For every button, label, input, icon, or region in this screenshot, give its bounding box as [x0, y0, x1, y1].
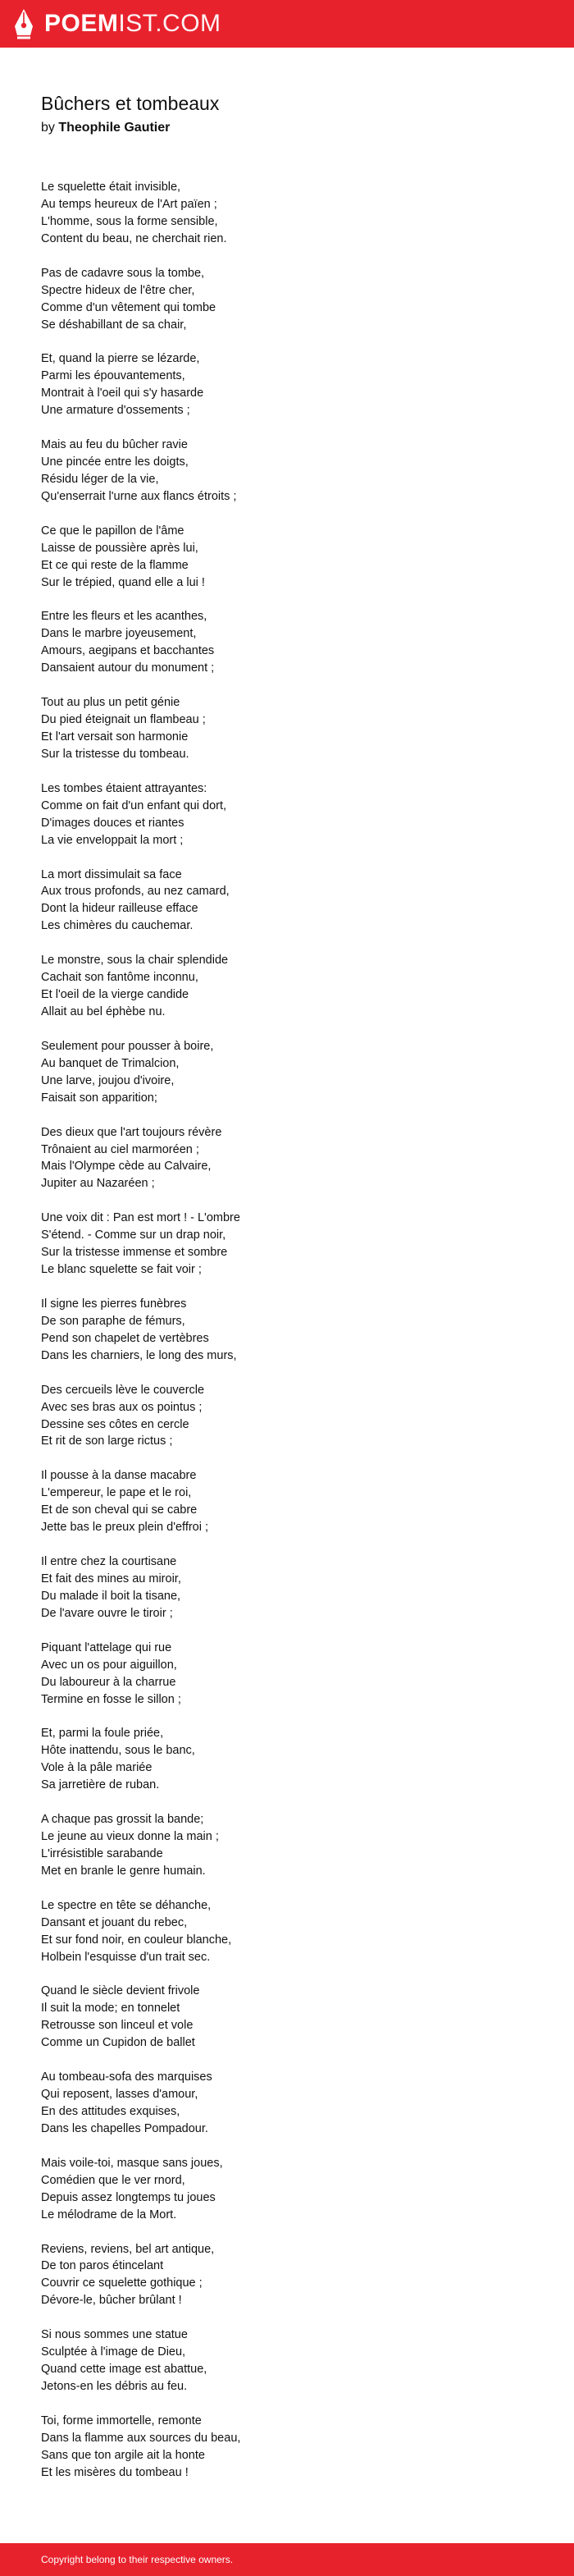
stanza	[41, 1038, 549, 1107]
poem-line: Le spectre en tête se déhanche,	[41, 1898, 212, 1912]
poem-line: Il entre chez la courtisane	[41, 1555, 177, 1568]
poem-line: Reviens, reviens, bel art antique,	[41, 2242, 215, 2256]
stanza	[41, 350, 549, 419]
poem-line: Sa jarretière de ruban.	[41, 1778, 160, 1792]
stanza	[41, 2241, 549, 2310]
footer-bar	[0, 2543, 574, 2576]
poem-byline	[41, 120, 170, 136]
poem-line: Une armature d'ossements ;	[41, 404, 190, 418]
poem-line: Qui reposent, lasses d'amour,	[41, 2088, 198, 2102]
site-logo-link[interactable]	[13, 8, 221, 39]
poem-line: D'images douces et riantes	[41, 816, 184, 830]
poem-line: L'irrésistible sarabande	[41, 1846, 163, 1860]
poem-line: Dont la hideur railleuse efface	[41, 902, 198, 916]
poem-line: Holbein l'esquisse d'un trait sec.	[41, 1950, 211, 1964]
poem-line: Qu'enserrait l'urne aux flancs étroits ;	[41, 489, 237, 503]
poem-line: Une voix dit : Pan est mort ! - L'ombre	[41, 1211, 240, 1225]
poem-line: De l'avare ouvre le tiroir ;	[41, 1606, 173, 1620]
stanza	[41, 1811, 549, 1880]
stanza	[41, 608, 549, 677]
poem-line: Les chimères du cauchemar.	[41, 919, 194, 933]
poem-line: La vie enveloppait la mort ;	[41, 833, 184, 847]
poem-line: Entre les fleurs et les acanthes,	[41, 610, 207, 624]
stanza	[41, 265, 549, 334]
poem-line: Du malade il boit la tisane,	[41, 1589, 181, 1603]
poem-line: Termine en fosse le sillon ;	[41, 1692, 181, 1706]
poem-line: Se déshabillant de sa chair,	[41, 318, 187, 332]
poem-line: Montrait à l'oeil qui s'y hasarde	[41, 387, 204, 400]
author-link[interactable]: Theophile Gautier	[58, 121, 171, 135]
poem-line: Et l'oeil de la vierge candide	[41, 988, 189, 1002]
poem-line: Comme un Cupidon de ballet	[41, 2036, 195, 2050]
poem-line: Faisait son apparition;	[41, 1091, 157, 1105]
poem-line: Comédien que le ver rnord,	[41, 2173, 185, 2187]
poem-line: L'empereur, le pape et le roi,	[41, 1486, 192, 1500]
poem-line: Dans les chapelles Pompadour.	[41, 2121, 208, 2135]
poem-line: Laisse de poussière après lui,	[41, 541, 198, 555]
poem-line: Le squelette était invisible,	[41, 181, 181, 194]
poem-title: Bûchers et tombeaux	[41, 93, 220, 114]
poem-line: Comme d'un vêtement qui tombe	[41, 300, 216, 314]
poem-line: Spectre hideux de l'être cher,	[41, 283, 195, 297]
poem-line: Sans que ton argile ait la honte	[41, 2448, 205, 2462]
poem-line: Du pied éteignait un flambeau ;	[41, 713, 206, 727]
poem-line: Comme on fait d'un enfant qui dort,	[41, 798, 227, 812]
poem-line: Trônaient au ciel marmoréen ;	[41, 1142, 199, 1156]
poem-line: Jetons-en les débris au feu.	[41, 2380, 188, 2393]
top-bar	[0, 0, 574, 48]
poem-line: De ton paros étincelant	[41, 2259, 164, 2273]
poem-line: Dans la flamme aux sources du beau,	[41, 2431, 241, 2445]
poem-line: Parmi les épouvantements,	[41, 369, 185, 383]
poem-line: Le blanc squelette se fait voir ;	[41, 1263, 202, 1277]
poem-line: Il signe les pierres funèbres	[41, 1297, 187, 1311]
poem-line: Et l'art versait son harmonie	[41, 730, 189, 744]
poem-line: Content du beau, ne cherchait rien.	[41, 231, 227, 245]
poem-line: Quand cette image est abattue,	[41, 2363, 207, 2377]
stanza	[41, 1725, 549, 1794]
poem-line: Met en branle le genre humain.	[41, 1864, 206, 1878]
site-logo-text: POEMIST.COM	[44, 10, 221, 37]
poem-line: Mais voile-toi, masque sans joues,	[41, 2156, 223, 2170]
poem-line: Et, quand la pierre se lézarde,	[41, 352, 200, 366]
copyright-notice: Copyright belong to their respective owners.	[41, 2554, 234, 2565]
poem-line: L'homme, sous la forme sensible,	[41, 214, 218, 228]
poem-line: Tout au plus un petit génie	[41, 696, 180, 710]
stanza	[41, 2069, 549, 2138]
stanza	[41, 1553, 549, 1622]
stanza	[41, 1897, 549, 1966]
poem-line: Sur le trépied, quand elle a lui !	[41, 575, 205, 589]
poem-line: Au temps heureux de l'Art païen ;	[41, 197, 217, 211]
poem-line: Ce que le papillon de l'âme	[41, 524, 184, 538]
poem-line: Dans le marbre joyeusement,	[41, 627, 197, 641]
poem-line: Sur la tristesse immense et sombre	[41, 1246, 228, 1260]
stanza	[41, 1467, 549, 1536]
poem-line: Et, parmi la foule priée,	[41, 1727, 164, 1741]
poem-line: Les tombes étaient attrayantes:	[41, 781, 207, 795]
stanza	[41, 2155, 549, 2224]
poem-line: Dansant et jouant du rebec,	[41, 1915, 188, 1929]
poem-line: Mais au feu du bûcher ravie	[41, 438, 188, 452]
poem-line: Dansaient autour du monument ;	[41, 661, 215, 675]
stanza	[41, 1296, 549, 1365]
poem-line: Et de son cheval qui se cabre	[41, 1503, 198, 1517]
stanza	[41, 952, 549, 1021]
stanza	[41, 1983, 549, 2052]
poem-line: Allait au bel éphèbe nu.	[41, 1005, 166, 1018]
poem-line: Couvrir ce squelette gothique ;	[41, 2276, 203, 2290]
stanza	[41, 2327, 549, 2395]
poem-line: Le mélodrame de la Mort.	[41, 2208, 177, 2221]
poem-line: S'étend. - Comme sur un drap noir,	[41, 1229, 226, 1242]
stanza	[41, 437, 549, 506]
poem-line: A chaque pas grossit la bande;	[41, 1813, 204, 1827]
poem-line: Sculptée à l'image de Dieu,	[41, 2345, 186, 2359]
poem-line: Au tombeau-sofa des marquises	[41, 2070, 212, 2084]
by-label: by	[41, 121, 55, 135]
poem-line: Piquant l'attelage qui rue	[41, 1640, 172, 1654]
stanza	[41, 867, 549, 936]
poem-line: Des cercueils lève le couvercle	[41, 1383, 205, 1397]
poem-line: Dans les charniers, le long des murs,	[41, 1348, 237, 1362]
poem-line: Pend son chapelet de vertèbres	[41, 1331, 209, 1345]
stanza	[41, 179, 549, 248]
stanza	[41, 694, 549, 763]
poem-line: Avec ses bras aux os pointus ;	[41, 1400, 203, 1414]
poem-line: Et rit de son large rictus ;	[41, 1434, 173, 1448]
stanza	[41, 1124, 549, 1193]
poem-line: Sur la tristesse du tombeau.	[41, 747, 189, 761]
poem-line: Il pousse à la danse macabre	[41, 1469, 197, 1483]
poem-line: Mais l'Olympe cède au Calvaire,	[41, 1160, 212, 1174]
stanza	[41, 2413, 549, 2482]
poem-line: Jette bas le preux plein d'effroi ;	[41, 1521, 209, 1535]
poem-line: Il suit la mode; en tonnelet	[41, 2002, 180, 2016]
poem-line: Quand le siècle devient frivole	[41, 1984, 200, 1998]
poem-line: Le monstre, sous la chair splendide	[41, 954, 229, 968]
poem-line: La mort dissimulait sa face	[41, 867, 182, 881]
poem-line: Jupiter au Nazaréen ;	[41, 1177, 155, 1191]
poem-line: Et sur fond noir, en couleur blanche,	[41, 1933, 232, 1947]
poem-line: Du laboureur à la charrue	[41, 1675, 176, 1689]
poem-line: Dessine ses côtes en cercle	[41, 1417, 189, 1431]
poem-line: Si nous sommes une statue	[41, 2328, 188, 2342]
poem-line: Et ce qui reste de la flamme	[41, 558, 189, 572]
poem-line: Seulement pour pousser à boire,	[41, 1039, 214, 1053]
stanza	[41, 780, 549, 849]
poem-line: Hôte inattendu, sous le banc,	[41, 1744, 195, 1758]
poem-body	[41, 179, 549, 2499]
poem-line: Résidu léger de la vie,	[41, 472, 159, 486]
stanza	[41, 1640, 549, 1709]
poem-line: En des attitudes exquises,	[41, 2105, 180, 2118]
poem-line: Et les misères du tombeau !	[41, 2465, 189, 2479]
poem-line: Retrousse son linceul et vole	[41, 2019, 194, 2033]
stanza	[41, 1210, 549, 1279]
poem-line: Amours, aegipans et bacchantes	[41, 644, 215, 658]
poem-line: Vole à la pâle mariée	[41, 1761, 153, 1775]
poem-line: Toi, forme immortelle, remonte	[41, 2414, 202, 2427]
pen-nib-icon	[13, 8, 34, 39]
stanza	[41, 523, 549, 592]
poem-line: Avec un os pour aiguillon,	[41, 1658, 177, 1672]
poem-line: Une larve, joujou d'ivoire,	[41, 1073, 175, 1087]
poem-line: Au banquet de Trimalcion,	[41, 1056, 180, 1070]
poem-line: Pas de cadavre sous la tombe,	[41, 266, 205, 280]
stanza	[41, 1382, 549, 1451]
poem-line: Aux trous profonds, au nez camard,	[41, 885, 230, 899]
poem-line: Dévore-le, bûcher brûlant !	[41, 2294, 182, 2308]
poem-line: Cachait son fantôme inconnu,	[41, 971, 198, 985]
poem-line: Une pincée entre les doigts,	[41, 455, 189, 469]
poem-line: Et fait des mines au miroir,	[41, 1572, 181, 1585]
poem-line: Des dieux que l'art toujours révère	[41, 1125, 222, 1139]
poem-line: Le jeune au vieux donne la main ;	[41, 1830, 219, 1843]
poem-line: Depuis assez longtemps tu joues	[41, 2190, 216, 2204]
poem-line: De son paraphe de fémurs,	[41, 1314, 185, 1328]
